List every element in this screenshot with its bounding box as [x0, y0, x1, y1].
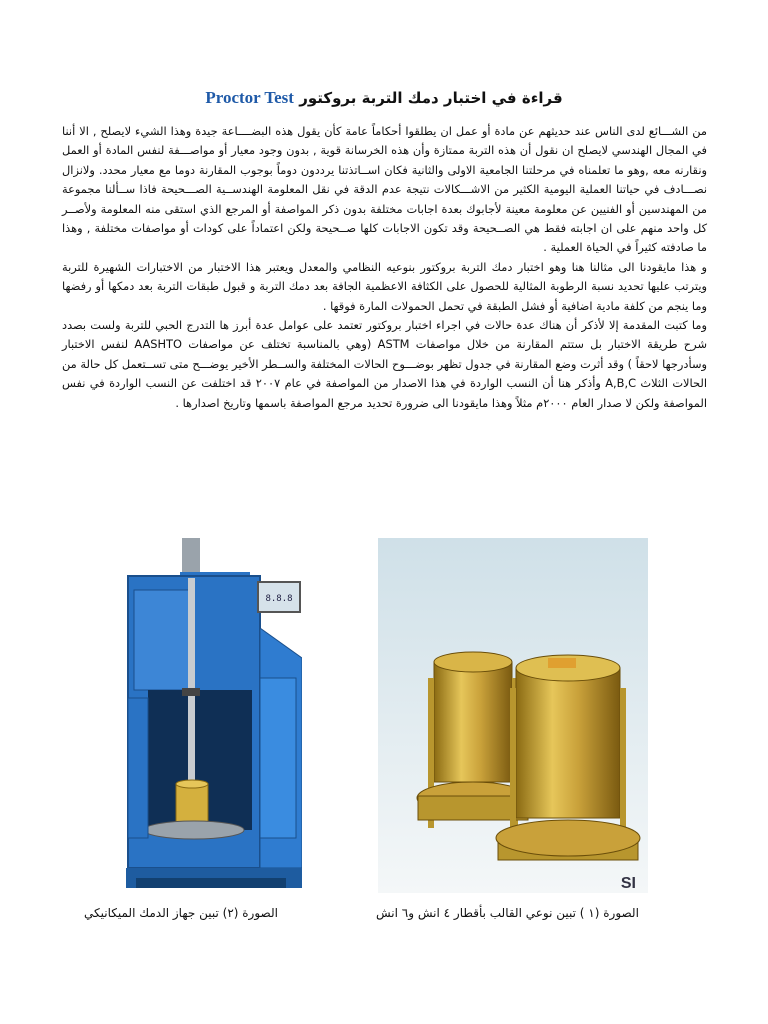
paragraph-1: من الشـــائع لدى الناس عند حديثهم عن مادة أو عمل ان يطلقوا أحكاماً عامة كأن يقول هذه البضــــاعة جيدة وهذا الشيء لايصلح , الا أننا في المجال الهندسي لايصلح ان نقول أن هذه التربة ممتازة وأن هذه الخرسانة قوية , بدون وجود معيار أو مواصـــفة لنفس المادة أو العمل ونقارنه معه ,وهو ما تعلمناه في مرحلتنا الجامعية الاولى والثانية فكان اســاتذتنا يرددون دوماً بوجوب المقارنة دوما مع معيار محدد. ولانزال نصـــادف في حياتنا العملية اليومية الكثير من الاشـــكالات نتيجة عدم الدقة في نقل المعلومة الهندســية الصـــحيحة فاذا ســألنا مجموعة من المهندسين أو الفنيين عن معلومة معينة لأجابوك بعدة اجابات مختلفة بدون ذكر المواصفة أو المرجع الذي استقى منه المعلومة ولأصــر كل واحد منهم على ان اجابته فقط هي الصــحيحة وقد تكون الاجابات كلها صــحيحة ولكن اعتماداً على كودات أو مواصفات مختلفة , وهذا ما صادفته كثيراً في الحياة العملية . [62, 124, 707, 255]
title-latin: Proctor Test [205, 88, 294, 107]
title-arabic: قراءة في اختبار دمك التربة بروكتور [299, 89, 563, 107]
photo-watermark: SI [620, 875, 636, 892]
article-body [62, 122, 707, 413]
compactor-photo [126, 538, 302, 892]
caption-figure-2: الصورة (٢) تبين جهاز الدمك الميكانيكي [84, 906, 278, 920]
paragraph-3: وما كتبت المقدمة إلا لأذكر أن هناك عدة حالات في اجراء اختبار بروكتور تعتمد على عوامل عدة أبرز ها التدرج الحبي للتربة ولست بصدد شرح طريقة الاختبار بل ستتم المقارنة من خلال مواصفات ASTM (وهي بالمناسبة تختلف عن مواصفات AASHTO لنفس الاختبار وسأدرجها لاحقاً ) وقد أثرت وضع المقارنة في جدول تظهر بوضـــوح الحالات المختلفة والســطر الأخير يوضـــح متى تســتعمل كل حالة من الحالات الثلاث A,B,C وأذكر هنا أن النسب الواردة في هذا الاصدار من المواصفة في عام ٢٠٠٧ قد اختلفت عن النسب الواردة في نفس المواصفة ولكن لا صدار العام ٢٠٠٠م مثلاً وهذا مايقودنا الى ضرورة تحديد مرجع المواصفة باسمها وتاريخ اصدارها . [62, 318, 708, 410]
caption-figure-1: الصورة (١ ) تبين نوعي القالب بأقطار ٤ انش و٦ انش [376, 906, 639, 920]
molds-photo [378, 538, 648, 893]
paragraph-2: و هذا مايقودنا الى مثالنا هنا وهو اختبار دمك التربة بروكتور بنوعيه النظامي والمعدل ويعتبر هذا الاختبار من الاختبارات الشهيرة للتربة ويترتب عليها تحديد نسبة الرطوبة المثالية للحصول على الكثافة الاعظمية الجافة بعد دمك التربة و قبول طبقات التربة بعد دمكها أو رفضها وما ينجم من كلفة مادية اضافية أو فشل الطبقة في تحمل الحمولات المارة فوقها . [62, 259, 707, 313]
page-title [0, 88, 768, 108]
display-readout: 8.8.8 [265, 594, 293, 604]
